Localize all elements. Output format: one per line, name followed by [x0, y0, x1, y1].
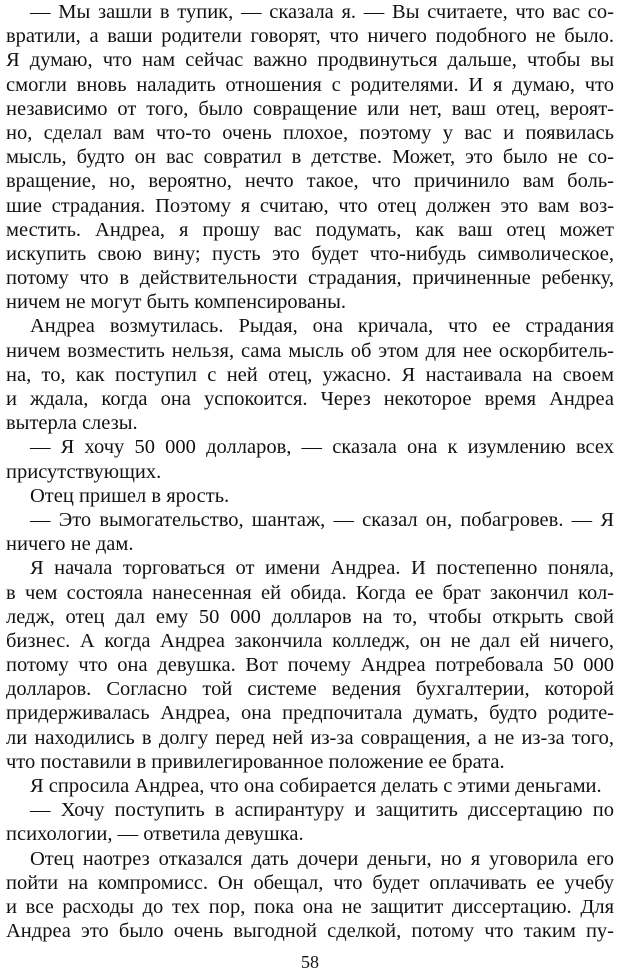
text-line: — Мы зашли в тупик, — сказала я. — Вы считаете, что вас со-	[30, 1, 614, 23]
text-line: бизнес. А когда Андреа закончила колледж, он не дал ей ничего,	[6, 629, 614, 652]
text-line: вытерла слезы.	[6, 412, 138, 435]
text-line: ничем возместить нельзя, сама мысль об этом для нее оскорбитель-	[6, 339, 614, 362]
text-line: но, сделал вам что-то очень плохое, поэтому у вас и появилась	[6, 121, 614, 144]
text-line: в чем состояла нанесенная ей обида. Когда ее брат закончил кол-	[6, 581, 614, 604]
text-line: и ждала, когда она успокоится. Через некоторое время Андреа	[6, 388, 614, 410]
text-line: ледж, отец дал ему 50 000 долларов на то, чтобы открыть свой	[6, 605, 614, 628]
text-line: Отец наотрез отказался дать дочери деньги, но я уговорила его	[30, 847, 614, 870]
text-line: придерживалась Андреа, она предпочитала думать, будто родите-	[6, 702, 614, 725]
text-line: что поставили в привилегированное положение ее брата.	[6, 750, 505, 773]
text-line: — Я хочу 50 000 долларов, — сказала она к изумлению всех	[30, 436, 614, 459]
text-line: потому что она девушка. Вот почему Андреа потребовала 50 000	[6, 654, 614, 677]
text-line: мысль, будто он вас совратил в детстве. Может, это было не со-	[6, 146, 614, 169]
text-line: искупить свою вину; пусть это будет что-нибудь символическое,	[6, 242, 614, 265]
text-line: Я начала торговаться от имени Андреа. И постепенно поняла,	[30, 557, 614, 580]
text-line: Я думаю, что нам сейчас важно продвинуться дальше, чтобы вы	[6, 49, 614, 72]
text-line: психологии, — ответила девушка.	[6, 823, 304, 846]
text-line: и все расходы до тех пор, пока она не защитит диссертацию. Для	[6, 895, 614, 918]
text-line: присутствующих.	[6, 460, 162, 483]
text-line: местить. Андреа, я прошу вас подумать, как ваш отец может	[6, 218, 614, 241]
text-line: потому что в действительности страдания, причиненные ребенку,	[6, 267, 614, 290]
text-line: Отец пришел в ярость.	[30, 484, 230, 507]
text-line: ли находились в долгу перед ней из-за совращения, а не из-за того,	[6, 726, 614, 749]
text-line: ничем не могут быть компенсированы.	[6, 291, 346, 314]
text-line: вратили, а ваши родители говорят, что ничего подобного не было.	[6, 25, 614, 48]
text-line: независимо от того, было совращение или нет, ваш отец, вероят-	[6, 97, 614, 120]
text-line: ничего не дам.	[6, 533, 134, 556]
text-line: вращение, но, вероятно, нечто такое, что причинило вам боль-	[6, 170, 614, 193]
text-line: Андреа возмутилась. Рыдая, она кричала, что ее страдания	[30, 315, 614, 338]
text-line: смогли вновь наладить отношения с родителями. И я думаю, что	[6, 73, 614, 96]
text-line: Андреа это было очень выгодной сделкой, потому что таким пу-	[6, 920, 614, 943]
text-line: на, то, как поступил с ней отец, ужасно. Я настаивала на своем	[6, 363, 614, 386]
text-line: шие страдания. Поэтому я считаю, что отец должен это вам воз-	[6, 194, 614, 217]
text-line: — Это вымогательство, шантаж, — сказал он, побагровев. — Я	[30, 508, 614, 531]
text-line: долларов. Согласно той системе ведения бухгалтерии, которой	[6, 678, 614, 701]
text-line: пойти на компромисс. Он обещал, что будет оплачивать ее учебу	[6, 871, 614, 894]
text-line: — Хочу поступить в аспирантуру и защитить диссертацию по	[30, 799, 614, 822]
body-text	[6, 0, 614, 943]
page-number: 58	[301, 952, 319, 972]
text-line: Я спросила Андреа, что она собирается делать с этими деньгами.	[30, 775, 602, 797]
